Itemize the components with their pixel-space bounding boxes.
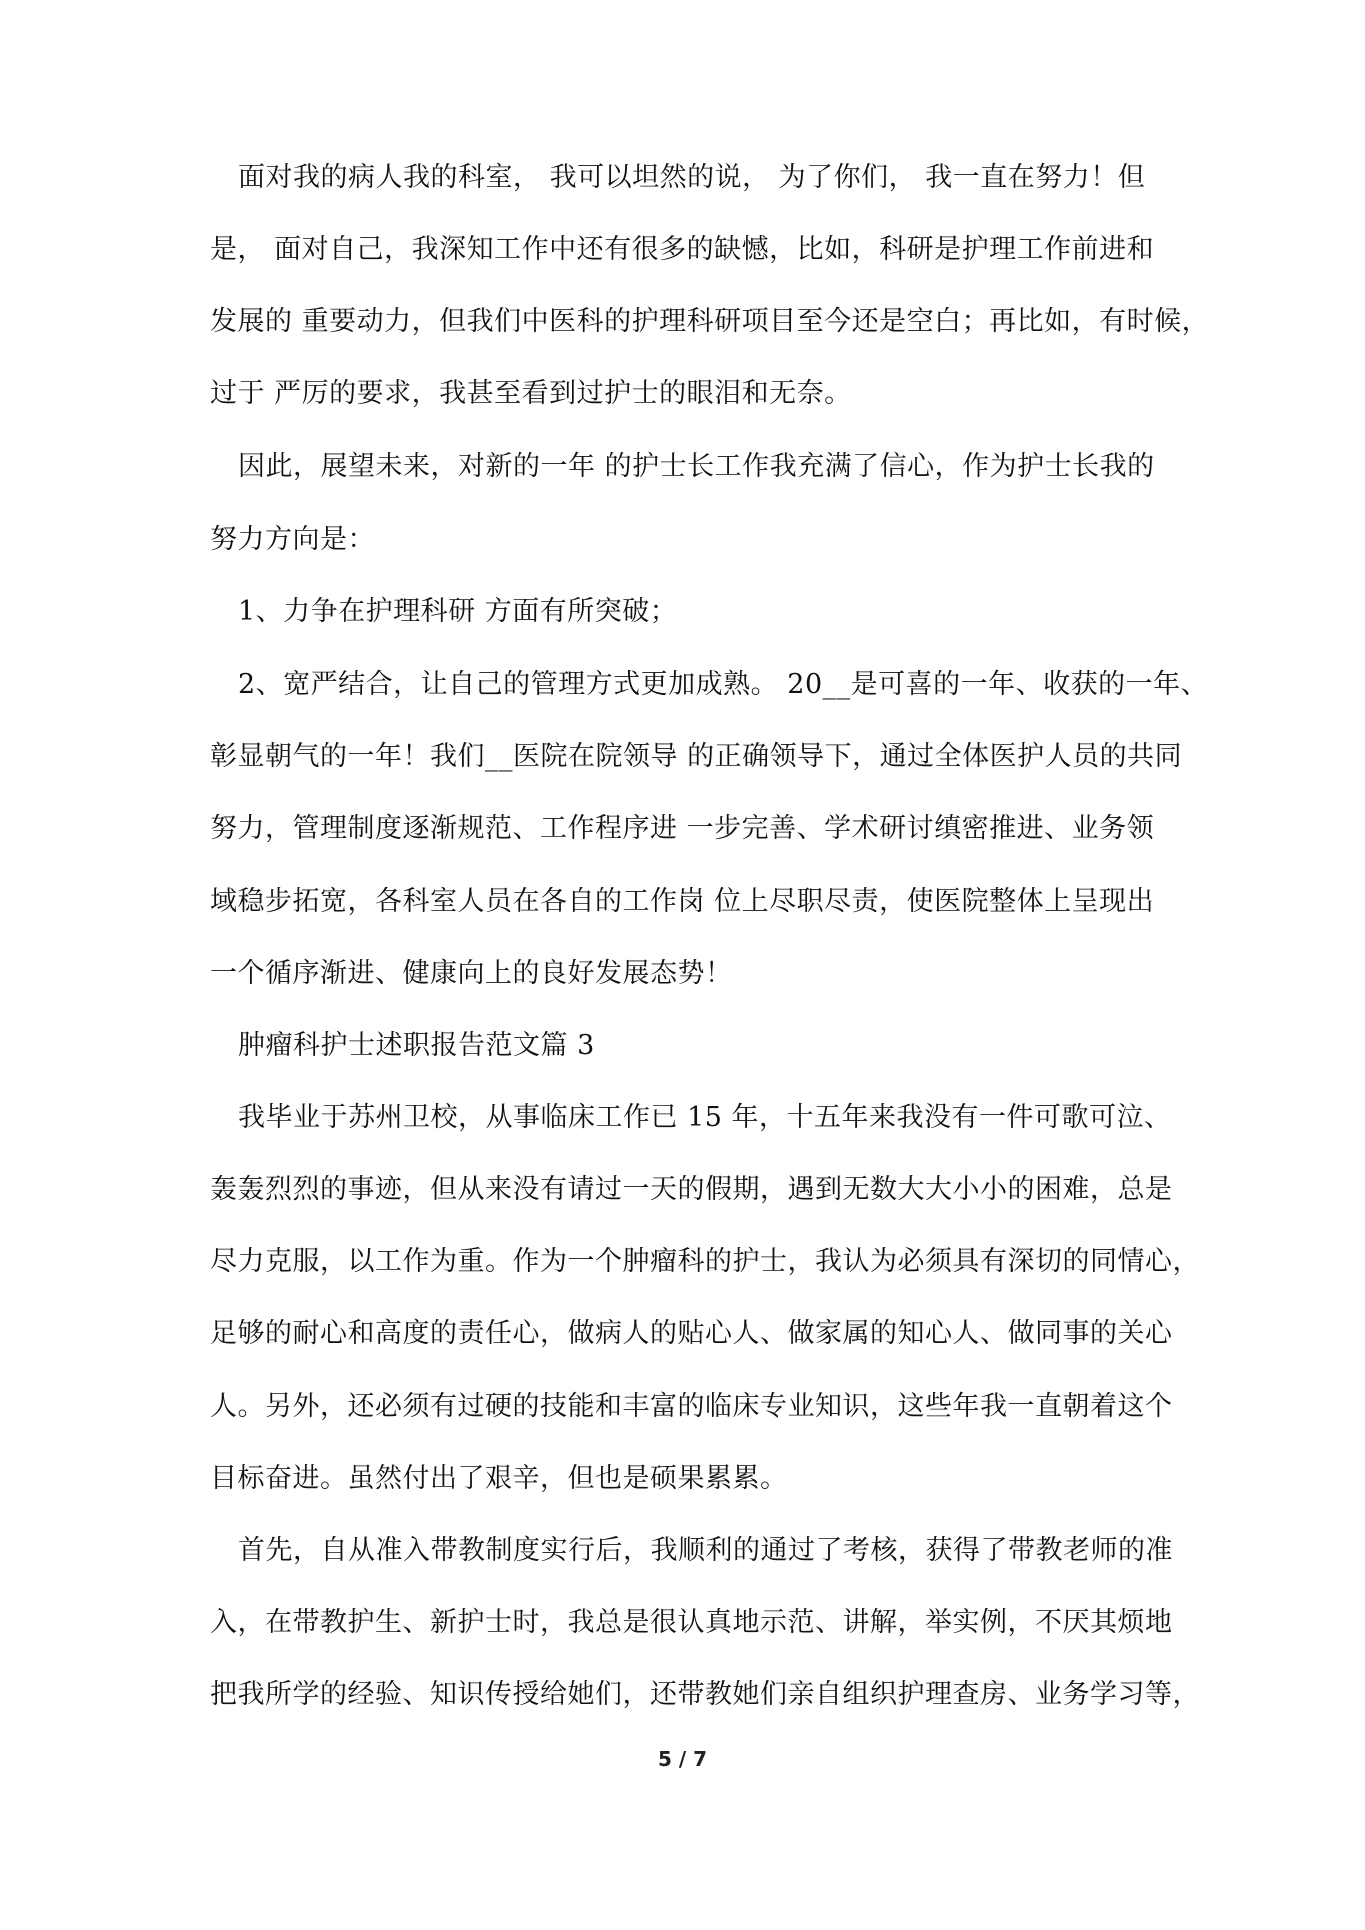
text-line: 目标奋进。虽然付出了艰辛，但也是硕果累累。 [210,1463,788,1494]
text-line: 足够的耐心和高度的责任心，做病人的贴心人、做家属的知心人、做同事的关心 [210,1318,1173,1349]
text-line: 人。另外，还必须有过硬的技能和丰富的临床专业知识，这些年我一直朝着这个 [210,1391,1173,1422]
text-line: 首先，自从准入带教制度实行后，我顺利的通过了考核，获得了带教老师的准 [238,1535,1173,1566]
text-line: 因此，展望未来，对新的一年 的护士长工作我充满了信心，作为护士长我的 [238,451,1155,482]
text-line: 是， 面对自己，我深知工作中还有很多的缺憾，比如，科研是护理工作前进和 [210,234,1155,265]
text-line: 彰显朝气的一年！我们__医院在院领导 的正确领导下，通过全体医护人员的共同 [210,741,1183,772]
text-line: 入，在带教护生、新护士时，我总是很认真地示范、讲解，举实例，不厌其烦地 [210,1607,1173,1638]
list-item: 1、力争在护理科研 方面有所突破； [238,596,678,627]
text-line: 域稳步拓宽，各科室人员在各自的工作岗 位上尽职尽责，使医院整体上呈现出 [210,886,1155,917]
text-line: 努力方向是： [210,524,375,555]
section-heading: 肿瘤科护士述职报告范文篇 3 [238,1030,595,1061]
list-item: 2、宽严结合，让自己的管理方式更加成熟。 20__是可喜的一年、收获的一年、 [238,669,1209,700]
text-line: 过于 严厉的要求，我甚至看到过护士的眼泪和无奈。 [210,378,852,409]
text-line: 努力，管理制度逐渐规范、工作程序进 一步完善、学术研讨缜密推进、业务领 [210,813,1155,844]
text-line: 尽力克服，以工作为重。作为一个肿瘤科的护士，我认为必须具有深切的同情心， [210,1246,1200,1277]
page-number: 5 / 7 [657,1747,708,1771]
text-line: 面对我的病人我的科室， 我可以坦然的说， 为了你们， 我一直在努力！但 [238,162,1146,193]
text-line: 一个循序渐进、健康向上的良好发展态势！ [210,958,733,989]
text-line: 把我所学的经验、知识传授给她们，还带教她们亲自组织护理查房、业务学习等， [210,1679,1200,1710]
text-line: 轰轰烈烈的事迹，但从来没有请过一天的假期，遇到无数大大小小的困难，总是 [210,1174,1173,1205]
text-line: 发展的 重要动力，但我们中医科的护理科研项目至今还是空白；再比如，有时候， [210,306,1210,337]
text-line: 我毕业于苏州卫校，从事临床工作已 15 年，十五年来我没有一件可歌可泣、 [238,1102,1172,1133]
